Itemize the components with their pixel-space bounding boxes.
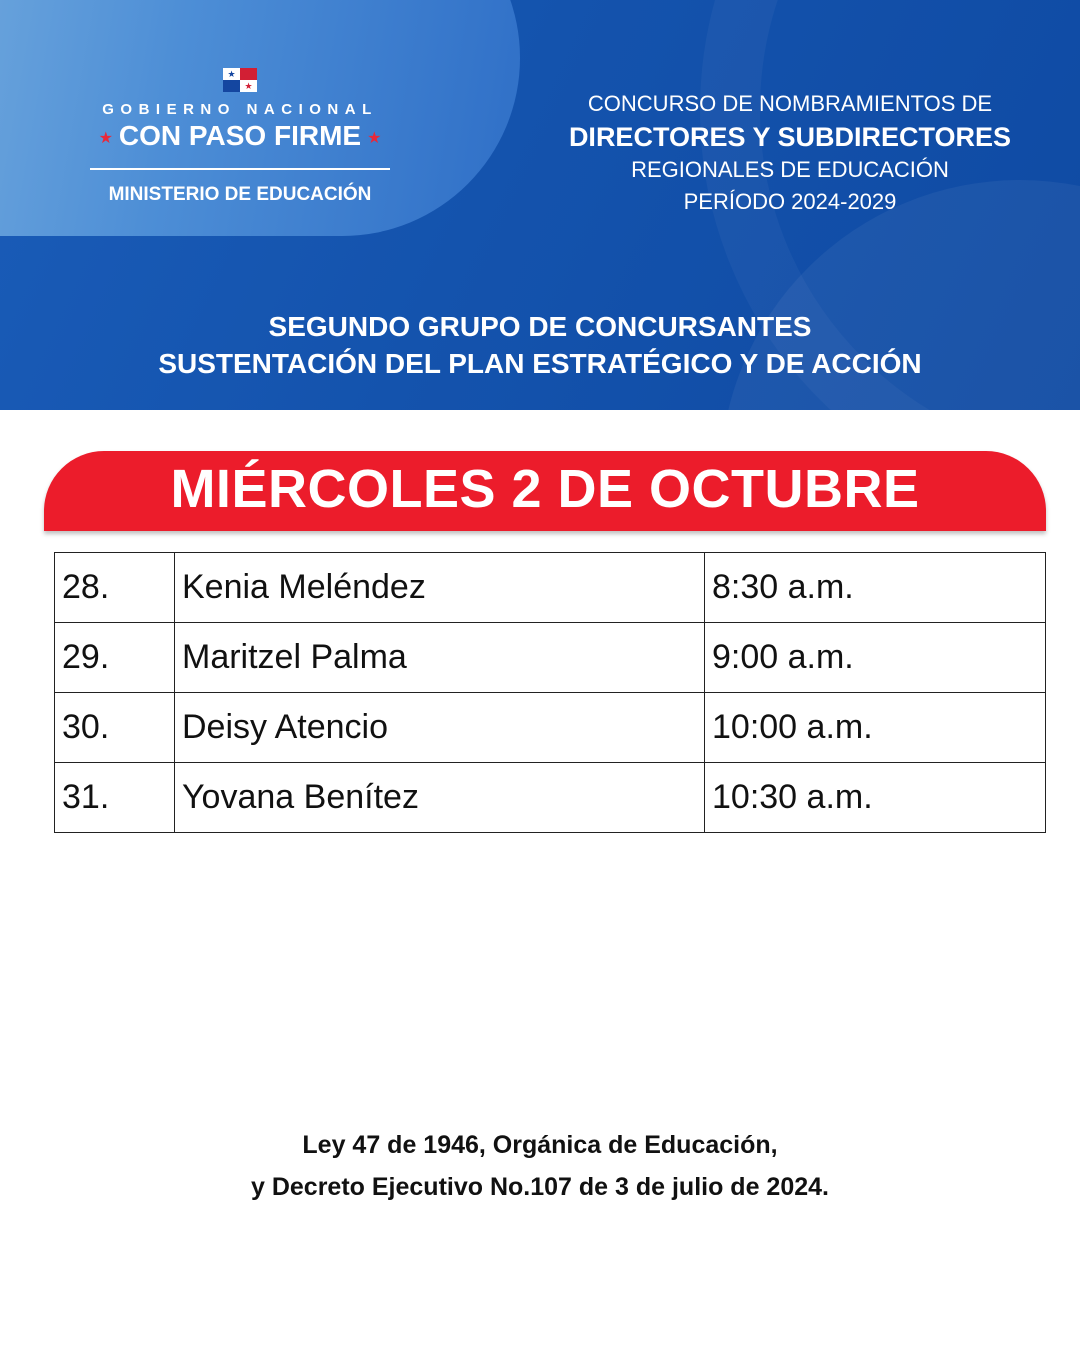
table-row xyxy=(55,623,1046,693)
government-logo xyxy=(90,68,390,206)
day-banner: MIÉRCOLES 2 DE OCTUBRE xyxy=(44,451,1046,531)
contest-line-4: PERÍODO 2024-2029 xyxy=(683,189,897,214)
candidate-name: Kenia Meléndez xyxy=(175,553,705,623)
time-slot: 10:30 a.m. xyxy=(705,763,1046,833)
logo-slogan: CON PASO FIRME xyxy=(118,120,362,151)
star-icon: ★ xyxy=(367,129,382,147)
group-line-1: SEGUNDO GRUPO DE CONCURSANTES xyxy=(268,311,812,342)
table-row xyxy=(55,763,1046,833)
contest-title xyxy=(540,88,1040,218)
table-row xyxy=(55,553,1046,623)
candidate-name: Yovana Benítez xyxy=(175,763,705,833)
logo-line-paso-firme xyxy=(90,120,390,152)
star-icon: ★ xyxy=(98,129,113,147)
candidate-name: Deisy Atencio xyxy=(175,693,705,763)
row-number: 30. xyxy=(55,693,175,763)
contest-line-3: REGIONALES DE EDUCACIÓN xyxy=(631,157,949,182)
time-slot: 8:30 a.m. xyxy=(705,553,1046,623)
table-row xyxy=(55,693,1046,763)
panama-flag-icon: ★ ★ xyxy=(223,68,257,92)
header-banner xyxy=(0,0,1080,410)
row-number: 28. xyxy=(55,553,175,623)
logo-line-gobierno: GOBIERNO NACIONAL xyxy=(102,101,378,118)
group-line-2: SUSTENTACIÓN DEL PLAN ESTRATÉGICO Y DE ACCIÓN xyxy=(158,348,922,379)
logo-divider xyxy=(90,168,390,170)
candidate-name: Maritzel Palma xyxy=(175,623,705,693)
legal-footer xyxy=(0,1124,1080,1208)
time-slot: 9:00 a.m. xyxy=(705,623,1046,693)
row-number: 31. xyxy=(55,763,175,833)
logo-line-ministerio: MINISTERIO DE EDUCACIÓN xyxy=(108,184,372,205)
footer-line-1: Ley 47 de 1946, Orgánica de Educación, xyxy=(302,1131,778,1159)
footer-line-2: y Decreto Ejecutivo No.107 de 3 de julio de 2024. xyxy=(250,1173,829,1201)
group-heading xyxy=(0,308,1080,382)
contest-line-2: DIRECTORES Y SUBDIRECTORES xyxy=(568,122,1012,152)
schedule-table xyxy=(54,552,1046,833)
row-number: 29. xyxy=(55,623,175,693)
time-slot: 10:00 a.m. xyxy=(705,693,1046,763)
contest-line-1: CONCURSO DE NOMBRAMIENTOS DE xyxy=(587,91,993,116)
